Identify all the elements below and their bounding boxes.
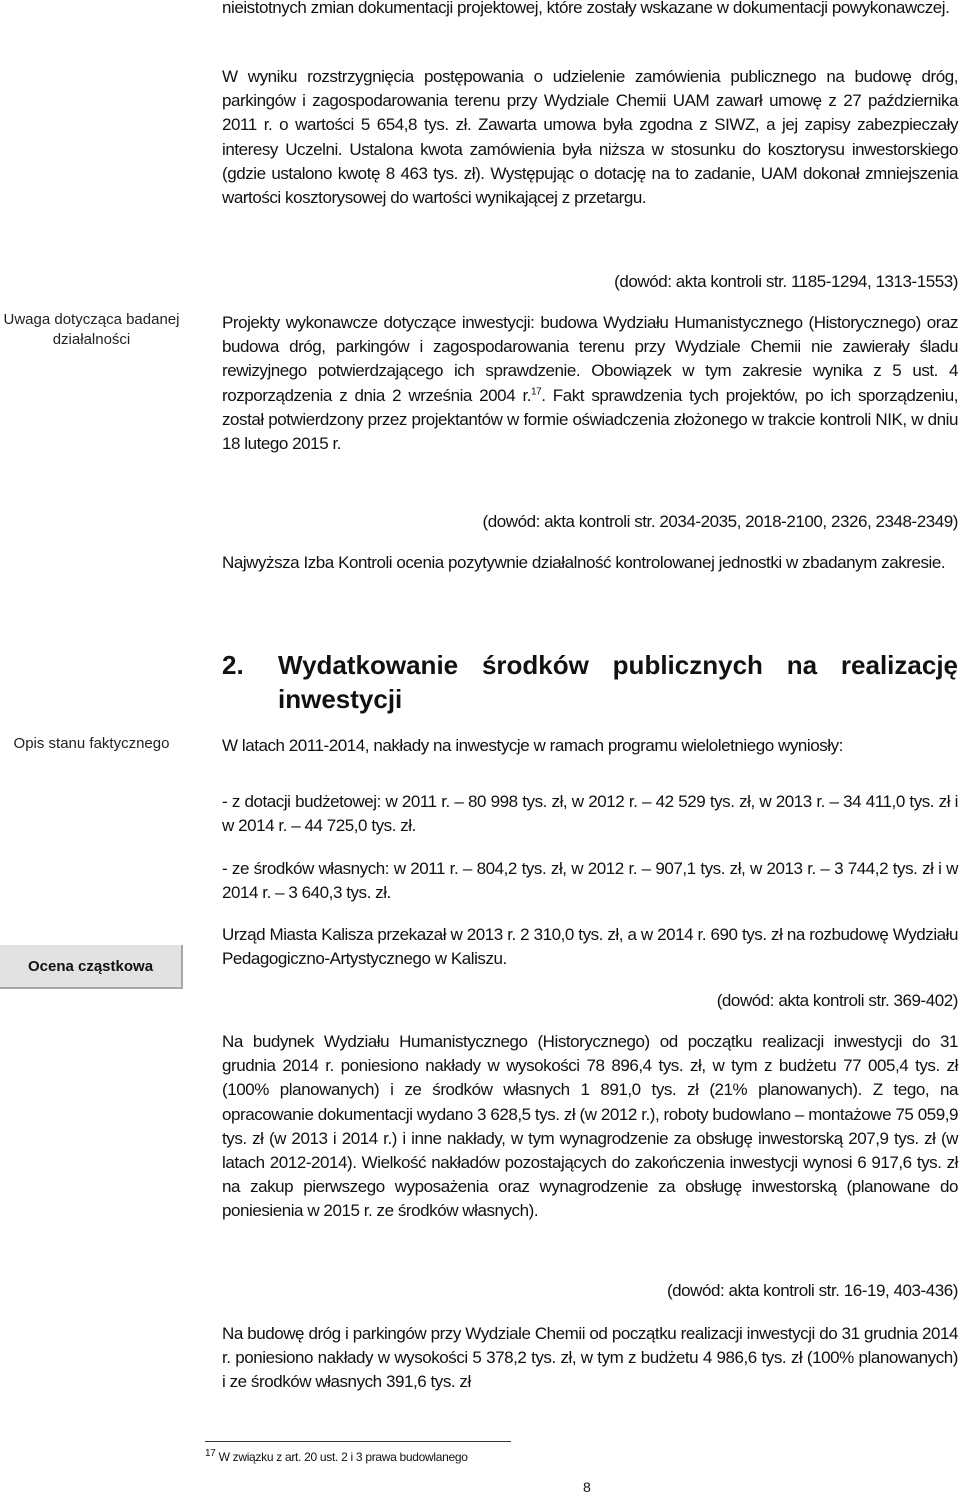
- footnote-number: 17: [205, 1448, 216, 1459]
- paragraph-projects-text-cont: . Fakt sprawdzenia tych projektów, po ich sporządzeniu, został potwierdzony przez projektantów w formie oświadczenia złożonego w trakcie kontroli NIK, w dniu 18 lutego 2015 r.: [222, 385, 958, 454]
- paragraph-humanities-building: Na budynek Wydziału Humanistycznego (Historycznego) od początku realizacji inwestycji do 31 grudnia 2014 r. poniesiono nakłady w wysokości 78 896,4 tys. zł, w tym z budżetu 77 005,4 tys. zł (100% planowanych) i ze środków własnych 1 891,0 tys. zł (21% planowanych). Z tego, na opracowanie dokumentacji wydano 3 628,5 tys. zł (w 2012 r.), roboty budowlano – montażowe 75 059,9 tys. zł (w 2013 i 2014 r.) i inne nakłady, w tym wynagrodzenie za obsługę inwestorską 207,9 tys. zł (w latach 2012-2014). Wielkość nakładów pozostających do zakończenia inwestycji wynosi 6 917,6 tys. zł na zakup pierwszego wyposażenia oraz wynagrodzenie za obsługę inwestorską (planowane do poniesienia w 2015 r. ze środków własnych).: [222, 1032, 958, 1221]
- footnote-text: W związku z art. 20 ust. 2 i 3 prawa budowlanego: [215, 1450, 468, 1464]
- paragraph-projects-text: Projekty wykonawcze dotyczące inwestycji: budowa Wydziału Humanistycznego (Historycznego) oraz budowa dróg, parkingów i zagospodarowania terenu przy Wydziale Chemii nie zawierały śladu rewizyjnego potwierdzającego ich sprawdzenie. Obowiązek w tym zakresie wynika z 5 ust. 4 rozporządzenia z dnia 2 września 2004 r.: [222, 313, 958, 405]
- sidebar-label-uwaga: Uwaga dotycząca badanej działalności: [3, 311, 180, 348]
- footnote: [205, 1450, 468, 1464]
- evidence-reference: (dowód: akta kontroli str. 2034-2035, 2018-2100, 2326, 2348-2349): [482, 512, 958, 531]
- paragraph-continuation: nieistotnych zmian dokumentacji projektowej, które zostały wskazane w dokumentacji powykonawczej.: [222, 0, 950, 17]
- paragraph-projects: [222, 311, 958, 456]
- sidebar-label-ocena: Ocena cząstkowa: [0, 945, 183, 989]
- section-title: Wydatkowanie środków publicznych na realizację inwestycji: [278, 650, 958, 714]
- section-heading: [222, 648, 958, 716]
- paragraph-chemistry-roads: Na budowę dróg i parkingów przy Wydziale Chemii od początku realizacji inwestycji do 31 grudnia 2014 r. poniesiono nakłady w wysokości 5 378,2 tys. zł, w tym z budżetu 4 986,6 tys. zł (100% planowanych) i ze środków własnych 391,6 tys. zł: [222, 1324, 958, 1392]
- paragraph-budget-grant: - z dotacji budżetowej: w 2011 r. – 80 998 tys. zł, w 2012 r. – 42 529 tys. zł, w 2013 r. – 34 411,0 tys. zł i w 2014 r. – 44 725,0 tys. zł.: [222, 792, 958, 836]
- sidebar-label-opis: Opis stanu faktycznego: [13, 735, 170, 752]
- paragraph-own-funds: - ze środków własnych: w 2011 r. – 804,2 tys. zł, w 2012 r. – 907,1 tys. zł, w 2013 r. – 3 744,2 tys. zł i w 2014 r. – 3 640,3 tys. zł.: [222, 859, 958, 903]
- paragraph-assessment: Najwyższa Izba Kontroli ocenia pozytywnie działalność kontrolowanej jednostki w zbadanym zakresie.: [222, 553, 946, 572]
- page-number: 8: [583, 1479, 591, 1495]
- footnote-separator: [205, 1441, 511, 1442]
- evidence-reference: (dowód: akta kontroli str. 369-402): [716, 991, 958, 1010]
- evidence-reference: (dowód: akta kontroli str. 16-19, 403-436): [666, 1281, 958, 1300]
- paragraph-investment-intro: W latach 2011-2014, nakłady na inwestycje w ramach programu wieloletniego wyniosły:: [222, 736, 843, 755]
- section-number: 2.: [222, 650, 244, 680]
- footnote-ref: 17: [531, 385, 542, 397]
- evidence-reference: (dowód: akta kontroli str. 1185-1294, 1313-1553): [614, 272, 958, 291]
- paragraph-contract: W wyniku rozstrzygnięcia postępowania o udzielenie zamówienia publicznego na budowę dróg, parkingów i zagospodarowania terenu przy Wydziale Chemii UAM zawarł umowę z 27 października 2011 r. o wartości 5 654,8 tys. zł. Zawarta umowa była zgodna z SIWZ, a jej zapisy zabezpieczały interesy Uczelni. Ustalona kwota zamówienia była niższa w stosunku do kosztorysu inwestorskiego (gdzie ustalono kwotę 8 463 tys. zł). Występując o dotację na to zadanie, UAM dokonał zmniejszenia wartości kosztorysowej do wartości wynikającej z przetargu.: [222, 67, 958, 208]
- paragraph-kalisz: Urząd Miasta Kalisza przekazał w 2013 r. 2 310,0 tys. zł, a w 2014 r. 690 tys. zł na rozbudowę Wydziału Pedagogiczno-Artystycznego w Kaliszu.: [222, 925, 958, 969]
